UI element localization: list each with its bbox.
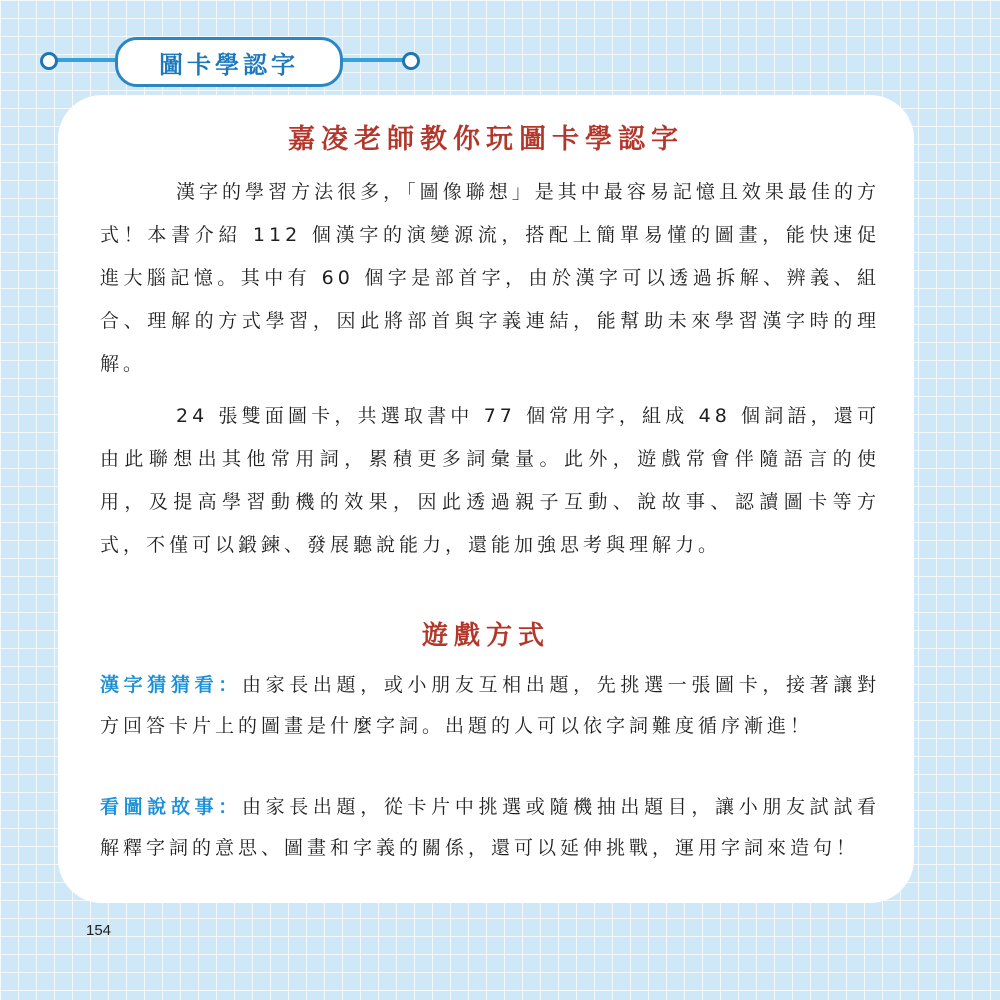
rule-text: 由家長出題，從卡片中挑選或隨機抽出題目，讓小朋友試試看解釋字詞的意思、圖畫和字義的關係，還可以延伸挑戰，運用字詞來造句！ [100, 796, 880, 859]
rule-label: 看圖說故事： [100, 796, 242, 818]
header-bar [40, 30, 420, 90]
intro-paragraph: 漢字的學習方法很多，「圖像聯想」是其中最容易記憶且效果最佳的方式！本書介紹 112 個漢字的演變源流，搭配上簡單易懂的圖畫，能快速促進大腦記憶。其中有 60 個字是部首字，由於漢字可以透過拆解、辨義、組合、理解的方式學習，因此將部首與字義連結，能幫助未來學習漢字時的理解。 [100, 181, 880, 375]
header-dot-right [402, 52, 420, 70]
header-dot-left [40, 52, 58, 70]
card-paragraph: 24 張雙面圖卡，共選取書中 77 個常用字，組成 48 個詞語，還可由此聯想出其他常用詞，累積更多詞彙量。此外，遊戲常會伴隨語言的使用，及提高學習動機的效果，因此透過親子互動、說故事、認讀圖卡等方式，不僅可以鍛鍊、發展聽說能力，還能加強思考與理解力。 [100, 405, 880, 556]
rule-item [100, 665, 880, 747]
page-title: 嘉凌老師教你玩圖卡學認字 [288, 124, 684, 155]
rule-text: 由家長出題，或小朋友互相出題，先挑選一張圖卡，接著讓對方回答卡片上的圖畫是什麼字詞。出題的人可以依字詞難度循序漸進！ [100, 674, 880, 737]
section-title: 遊戲方式 [421, 621, 550, 651]
rule-item [100, 787, 880, 869]
header-badge: 圖卡學認字 [115, 37, 343, 87]
page-number: 154 [86, 922, 112, 939]
rule-label: 漢字猜猜看： [100, 674, 242, 696]
content-card [58, 95, 914, 903]
